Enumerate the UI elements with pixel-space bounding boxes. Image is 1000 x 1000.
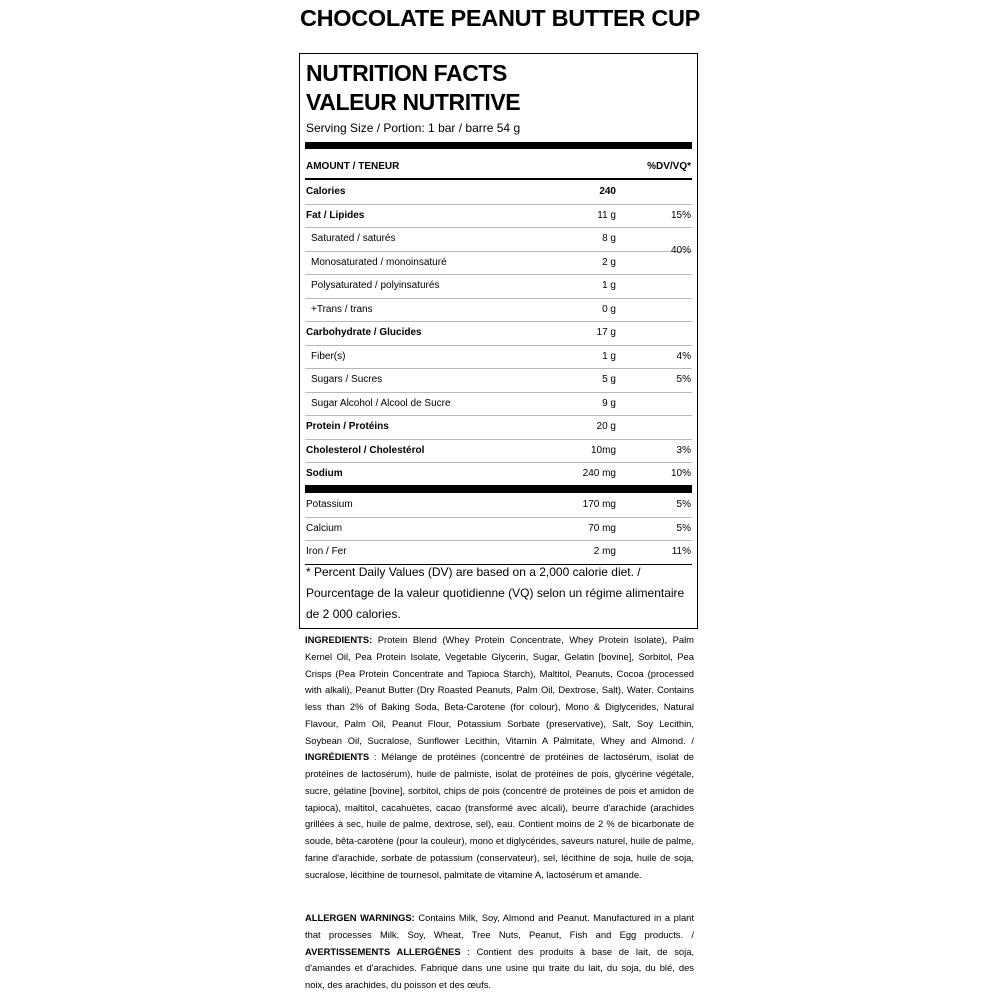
- nutrient-row-calories: [305, 180, 692, 205]
- nutrient-name: Calories: [306, 186, 346, 197]
- nutrient-row-calcium: [305, 517, 692, 542]
- daily-value-footnote: * Percent Daily Values (DV) are based on a 2,000 calorie diet. / Pourcentage de la valeur quotidienne (VQ) selon un régime alimentaire de 2 000 calories.: [306, 565, 685, 621]
- nutrient-name: +Trans / trans: [311, 303, 373, 315]
- allergen-label-en: ALLERGEN WARNINGS:: [305, 912, 415, 923]
- nutrient-name: Protein / Protéins: [306, 421, 389, 432]
- nutrient-name: Cholesterol / Cholestérol: [306, 444, 425, 456]
- nutrient-amount: 0 g: [602, 303, 616, 315]
- dv-header: %DV/VQ*: [647, 161, 691, 172]
- nutrient-name: Polysaturated / polyinsaturés: [311, 280, 440, 291]
- nutrient-dv: 5%: [676, 499, 691, 510]
- allergen-body-fr: : Contient des produits à base de lait, de soja, d'amandes et d'arachides. Fabriqué dans une usine qui traite du lait, du soja, du blé, des noix, des arachides, du poisson et des œufs.: [305, 945, 695, 990]
- nutrient-dv: 15%: [670, 209, 691, 221]
- nutrient-row-sugar-alcohol: [305, 392, 692, 417]
- nutrition-title-en: NUTRITION FACTS: [306, 60, 507, 86]
- nutrient-row-cholesterol: [305, 439, 692, 464]
- nutrition-title-fr: VALEUR NUTRITIVE: [306, 89, 521, 115]
- product-title: CHOCOLATE PEANUT BUTTER CUP: [299, 5, 701, 31]
- nutrient-row-sugars: [305, 368, 692, 393]
- ingredients-label-en: INGREDIENTS:: [305, 634, 373, 645]
- nutrient-row-protein: [305, 415, 692, 440]
- nutrient-name: Fat / Lipides: [306, 209, 365, 221]
- nutrient-name: Monosaturated / monoinsaturé: [311, 256, 447, 268]
- ingredients-label-fr: INGRÉDIENTS: [305, 751, 370, 763]
- nutrient-amount: 9 g: [602, 397, 616, 409]
- allergen-warnings: [305, 910, 694, 994]
- nutrient-row-iron: [305, 540, 692, 565]
- nutrient-amount: 8 g: [602, 233, 616, 244]
- nutrient-row-polysaturated: [305, 274, 692, 299]
- nutrient-row-saturated: [305, 227, 692, 252]
- nutrient-name: Saturated / saturés: [311, 233, 396, 244]
- nutrient-name: Carbohydrate / Glucides: [306, 327, 422, 338]
- saturated-trans-dv: 40%: [670, 245, 691, 256]
- nutrient-amount: 2 g: [602, 256, 616, 268]
- nutrient-amount: 5 g: [602, 374, 616, 385]
- nutrient-amount: 2 mg: [593, 546, 616, 557]
- nutrient-amount: 20 g: [596, 421, 616, 432]
- nutrient-row-fat: [305, 204, 692, 229]
- nutrient-name: Sugar Alcohol / Alcool de Sucre: [311, 397, 451, 409]
- nutrient-amount: 240 mg: [582, 468, 616, 479]
- nutrient-dv: 11%: [671, 546, 691, 557]
- nutrient-dv: 5%: [676, 522, 691, 534]
- nutrient-amount: 10mg: [590, 444, 616, 456]
- ingredients-text: [305, 632, 694, 883]
- nutrient-dv: 4%: [676, 350, 691, 362]
- nutrient-row-sodium: [305, 462, 692, 486]
- nutrient-row-fiber: [305, 345, 692, 370]
- amount-header: AMOUNT / TENEUR: [306, 161, 400, 172]
- nutrient-amount: 170 mg: [582, 499, 616, 510]
- nutrient-row-carbohydrate: [305, 321, 692, 346]
- nutrient-amount: 240: [599, 186, 616, 197]
- nutrient-name: Sugars / Sucres: [311, 374, 383, 385]
- nutrient-dv: 10%: [670, 468, 691, 479]
- nutrient-name: Calcium: [306, 522, 343, 534]
- nutrient-name: Sodium: [306, 468, 343, 479]
- nutrient-amount: 11 g: [597, 209, 616, 221]
- nutrient-row-trans: [305, 298, 692, 323]
- serving-size: Serving Size / Portion: 1 bar / barre 54 g: [306, 121, 521, 135]
- nutrient-amount: 70 mg: [588, 522, 616, 534]
- nutrient-dv: 3%: [676, 444, 691, 456]
- allergen-label-fr: AVERTISSEMENTS ALLERGÈNES: [305, 945, 461, 957]
- nutrition-facts-title: [306, 59, 520, 117]
- allergen-body-en: Contains Milk, Soy, Almond and Peanut. Manufactured in a plant that processes Milk, Soy, Wheat, Tree Nuts, Peanut, Fish and Egg products. /: [305, 912, 694, 940]
- ingredients-body-fr: : Mélange de protéines (concentré de protéines de lactosérum, isolat de protéines de lactosérum), huile de palmiste, isolat de protéines de pois, glycérine végétale, sucre, gélatine [bovine], sorbitol, chips de pois (concentré de protéines de pois et amidon de tapioca), maltitol, cacahuètes, cacao (transformé avec alcali), beurre d'arachide (arachides grillées à sec, huile de palme, dextrose, sel), eau. Contient moins de 2 % de bicarbonate de soude, bêta-carotène (pour la couleur), mono et diglycérides, saveurs naturel, huile de palme, farine d'arachide, sorbate de potassium (conservateur), sel, lécithine de soja, huile de soja, sucralose, lécithine de tournesol, palmitate de vitamine A, lactosérum et amande.: [305, 751, 694, 880]
- thick-divider-middle: [305, 485, 692, 493]
- nutrient-name: Fiber(s): [311, 350, 346, 362]
- nutrient-row-monosaturated: [305, 251, 692, 276]
- nutrient-amount: 1 g: [602, 350, 616, 362]
- nutrient-name: Iron / Fer: [306, 546, 347, 557]
- nutrition-facts-panel: [299, 53, 698, 629]
- nutrient-amount: 17 g: [596, 327, 616, 338]
- thick-divider-top: [305, 142, 692, 149]
- nutrient-row-potassium: [305, 493, 692, 518]
- nutrient-amount: 1 g: [602, 280, 616, 291]
- nutrient-name: Potassium: [306, 499, 353, 510]
- ingredients-body-en: Protein Blend (Whey Protein Concentrate, Whey Protein Isolate), Palm Kernel Oil, Pea Protein Isolate, Vegetable Glycerin, Sugar, Gelatin [bovine], Sorbitol, Pea Crisps (Pea Protein Concentrate and Tapioca Starch), Maltitol, Peanuts, Cocoa (processed with alkali), Peanut Butter (Dry Roasted Peanuts, Palm Oil, Dextrose, Salt), Water. Contains less than 2% of Baking Soda, Beta-Carotene (for colour), Mono & Diglycerides, Natural Flavour, Palm Oil, Peanut Flour, Potassium Sorbate (preservative), Salt, Soy Lecithin, Soybean Oil, Sucralose, Sunflower Lecithin, Vitamin A Palmitate, Whey and Almond. /: [305, 634, 694, 746]
- nutrient-dv: 5%: [676, 374, 691, 385]
